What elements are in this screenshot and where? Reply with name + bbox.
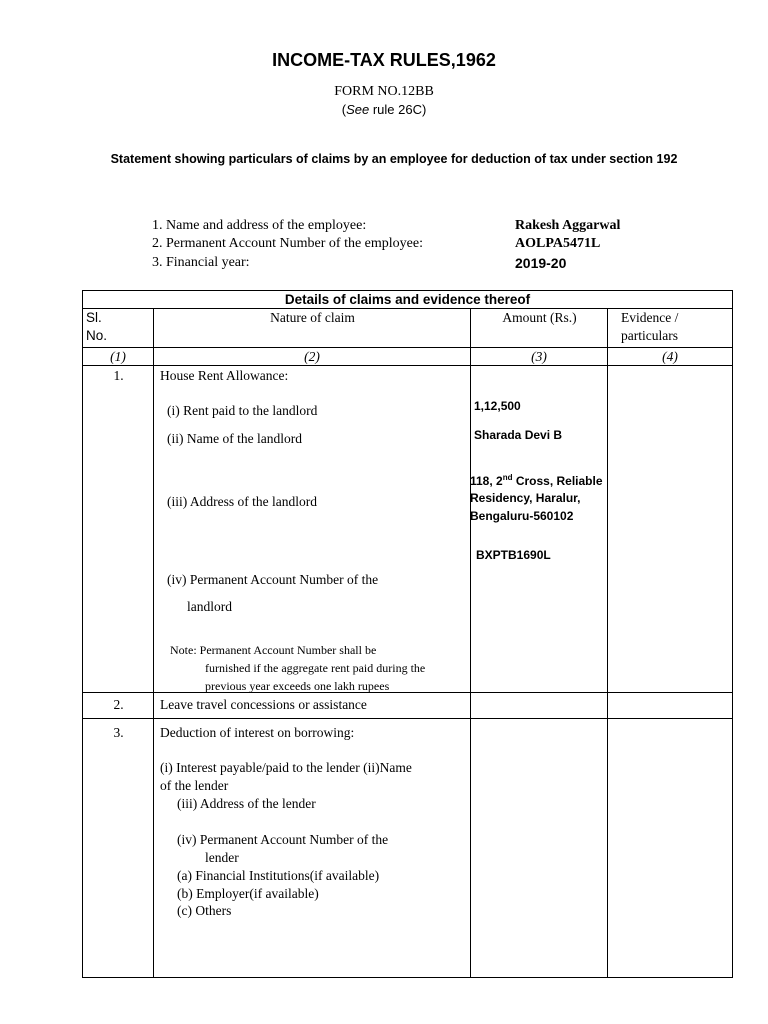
column-number-3: (3): [471, 348, 608, 366]
hra-landlord-name: (ii) Name of the landlord: [167, 431, 302, 446]
form-number: FORM NO.12BB: [334, 84, 434, 99]
hra-title: House Rent Allowance:: [160, 368, 289, 383]
hra-landlord-pan-2: landlord: [187, 599, 232, 614]
lta-title: Leave travel concessions or assistance: [160, 697, 367, 712]
hra-note-1: Note: Permanent Account Number shall be: [170, 643, 377, 657]
hra-note-2: furnished if the aggregate rent paid during the: [205, 661, 426, 675]
interest-option-c: (c) Others: [177, 903, 232, 918]
header-nature-label: Nature of claim: [270, 310, 355, 325]
header-no: No.: [86, 328, 108, 343]
rule-open: (: [341, 102, 347, 117]
row-1-nature: [154, 366, 471, 693]
row-1-sl: [83, 366, 154, 693]
header-amount: [471, 309, 608, 348]
interest-lender-address: (iii) Address of the lender: [177, 796, 316, 811]
header-evidence-label: Evidence /: [621, 310, 679, 325]
column-number-row: [83, 348, 733, 366]
row-2-sl-number: 2.: [113, 697, 124, 712]
row-3-evidence: [608, 719, 733, 978]
hra-note-3: previous year exceeds one lakh rupees: [205, 679, 390, 693]
table-row: [83, 693, 733, 719]
financial-year-label: 3. Financial year:: [152, 255, 250, 270]
interest-option-b: (b) Employer(if available): [177, 886, 319, 901]
interest-title: Deduction of interest on borrowing:: [160, 725, 355, 740]
claims-table: [82, 290, 733, 978]
header-nature: [154, 309, 471, 348]
row-1-sl-number: 1.: [113, 368, 124, 383]
row-3-sl: [83, 719, 154, 978]
row-2-evidence: [608, 693, 733, 719]
employee-pan-value: AOLPA5471L: [515, 236, 601, 251]
table-row: [83, 719, 733, 978]
rule-reference: [0, 102, 768, 117]
row-1-evidence: [608, 366, 733, 693]
hra-landlord-pan-value: BXPTB1690L: [476, 548, 551, 562]
interest-lender-line-2: of the lender: [160, 778, 229, 793]
hra-landlord-address: (iii) Address of the landlord: [167, 494, 317, 509]
interest-lender-line-1: (i) Interest payable/paid to the lender (ii)Name: [160, 760, 412, 775]
row-3-amount: [471, 719, 608, 978]
hra-address-line-1b: Cross, Reliable: [512, 474, 603, 488]
header-sl-no: [83, 309, 154, 348]
row-3-nature: [154, 719, 471, 978]
row-3-sl-number: 3.: [113, 725, 124, 740]
rule-see: See: [346, 102, 370, 117]
table-header-row: [83, 309, 733, 348]
interest-lender-pan: (iv) Permanent Account Number of the: [177, 832, 389, 847]
column-number-2: (2): [154, 348, 471, 366]
header-evidence-label-2: particulars: [621, 328, 678, 343]
table-caption: Details of claims and evidence thereof: [83, 291, 733, 309]
header-sl: Sl.: [86, 310, 102, 325]
hra-rent-paid: (i) Rent paid to the landlord: [167, 403, 318, 418]
header-amount-label: Amount (Rs.): [502, 310, 577, 325]
table-caption-row: [83, 291, 733, 309]
interest-lender-pan-2: lender: [205, 850, 239, 865]
hra-address-line-2: Residency, Haralur,: [470, 491, 581, 505]
table-row: [83, 366, 733, 693]
rule-rest: rule 26C): [369, 102, 427, 117]
hra-address-superscript: nd: [502, 473, 513, 482]
hra-address-line-1a: 118, 2: [470, 474, 503, 488]
hra-landlord-pan: (iv) Permanent Account Number of the: [167, 572, 379, 587]
column-number-4: (4): [608, 348, 733, 366]
row-2-amount: [471, 693, 608, 719]
hra-address-line-3: Bengaluru-560102: [470, 509, 574, 523]
statement-heading: Statement showing particulars of claims by an employee for deduction of tax under section 192: [110, 152, 678, 166]
form-title: INCOME-TAX RULES,1962: [272, 50, 496, 70]
row-2-sl: [83, 693, 154, 719]
hra-landlord-name-value: Sharada Devi B: [474, 428, 563, 442]
employee-name-value: Rakesh Aggarwal: [515, 218, 621, 233]
employee-name-label: 1. Name and address of the employee:: [152, 218, 367, 233]
employee-pan-label: 2. Permanent Account Number of the employee:: [152, 236, 423, 251]
hra-amount-value: 1,12,500: [474, 399, 521, 413]
row-1-amount: [471, 366, 608, 693]
row-2-nature: [154, 693, 471, 719]
interest-option-a: (a) Financial Institutions(if available): [177, 868, 380, 883]
hra-address-line-1: [470, 473, 603, 488]
header-evidence: [608, 309, 733, 348]
column-number-1: (1): [83, 348, 154, 366]
financial-year-value: 2019-20: [515, 255, 567, 271]
